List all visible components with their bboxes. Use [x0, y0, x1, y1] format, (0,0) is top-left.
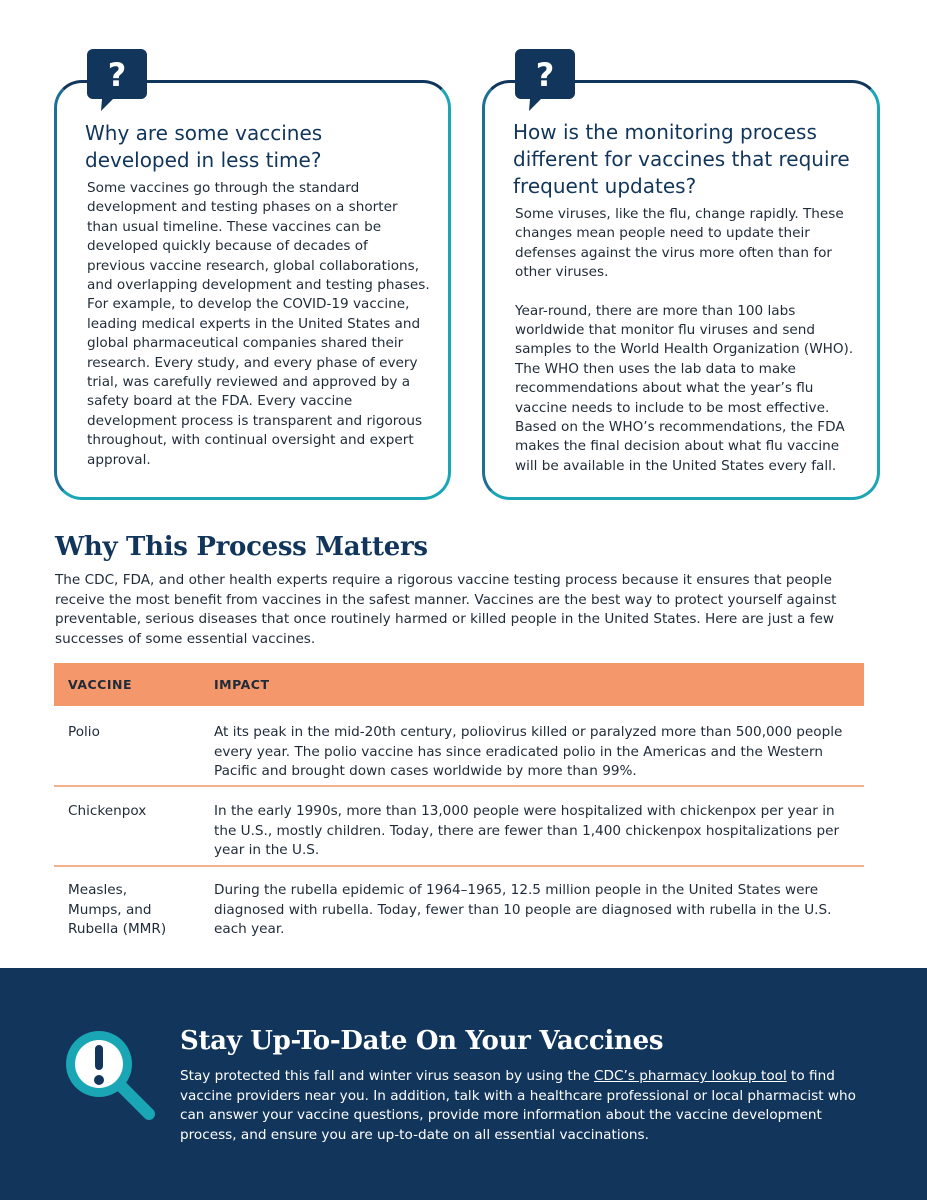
- vaccine-impact-table: [54, 663, 864, 952]
- table-row: [54, 706, 864, 787]
- card-title: How is the monitoring process different for vaccines that require frequent updates?: [513, 120, 850, 198]
- vaccine-cell: Measles, Mumps, and Rubella (MMR): [68, 882, 167, 938]
- impact-cell: During the rubella epidemic of 1964–1965, 12.5 million people in the United States were diagnosed with rubella. Today, fewer than 10 people are diagnosed with rubella in the U.S. each year.: [214, 882, 832, 938]
- impact-cell: In the early 1990s, more than 13,000 people were hospitalized with chickenpox per year in the U.S., mostly children. Today, there are fewer than 1,400 chickenpox hospitalizations per year in the U.S.: [214, 803, 840, 859]
- header-vaccine: VACCINE: [68, 677, 132, 692]
- section-text: The CDC, FDA, and other health experts require a rigorous vaccine testing process because it ensures that people receive the most benefit from vaccines in the safest manner. Vaccines are the best way to protect yourself against preventable, serious diseases that once routinely harmed or killed people in the United States. Here are just a few successes of some essential vaccines.: [55, 572, 837, 647]
- svg-text:?: ?: [535, 56, 555, 94]
- card-paragraph-1: Some viruses, like the flu, change rapidly. These changes mean people need to update their defenses against the virus more often than for other viruses.: [515, 206, 844, 281]
- card-body: [515, 205, 859, 476]
- table-row: [54, 787, 864, 867]
- svg-text:?: ?: [107, 56, 127, 94]
- pharmacy-lookup-link[interactable]: CDC’s pharmacy lookup tool: [594, 1068, 787, 1084]
- footer-text: [180, 1067, 870, 1145]
- footer-text-end: to find vaccine providers near you. In addition, talk with a healthcare professional or local pharmacist who can answer your vaccine questions, provide more information about the vaccine development process, and ensure you are up-to-date on all essential vaccinations.: [180, 1068, 856, 1143]
- card-title: Why are some vaccines developed in less time?: [85, 121, 323, 172]
- section-title: Why This Process Matters: [55, 532, 428, 562]
- vaccine-cell: Chickenpox: [68, 803, 147, 819]
- card-paragraph: Some vaccines go through the standard development and testing phases on a shorter than usual timeline. These vaccines can be developed quickly because of decades of previous vaccine research, global collaborations, and overlapping development and testing phases. For example, to develop the COVID-19 vaccine, leading medical experts in the United States and global pharmaceutical companies shared their research. Every study, and every phase of every trial, was carefully reviewed and approved by a safety board at the FDA. Every vaccine development process is transparent and rigorous throughout, with continual oversight and expert approval.: [87, 180, 430, 468]
- question-bubble-icon: [87, 49, 147, 111]
- impact-cell: At its peak in the mid-20th century, poliovirus killed or paralyzed more than 500,000 people every year. The polio vaccine has since eradicated polio in the Americas and the Western Pacific and brought down cases worldwide by more than 99%.: [214, 724, 843, 780]
- footer-title: Stay Up-To-Date On Your Vaccines: [180, 1026, 664, 1056]
- question-bubble-icon: [515, 49, 575, 111]
- footer-banner: [0, 968, 927, 1200]
- header-impact: IMPACT: [214, 677, 270, 692]
- card-paragraph-2: Year-round, there are more than 100 labs worldwide that monitor flu viruses and send samples to the World Health Organization (WHO). The WHO then uses the lab data to make recommendations about what the year’s flu vaccine needs to include to be most effective. Based on the WHO’s recommendations, the FDA makes the final decision about what flu vaccine will be available in the United States every fall.: [515, 302, 854, 474]
- table-row: [54, 867, 864, 952]
- question-card-right: [482, 56, 880, 500]
- vaccine-cell: Polio: [68, 724, 100, 740]
- footer-text-start: Stay protected this fall and winter virus season by using the: [180, 1068, 595, 1084]
- magnifier-alert-icon: [63, 1028, 163, 1128]
- table-header: [54, 663, 864, 706]
- question-card-left: [54, 56, 451, 500]
- card-body: [87, 179, 430, 470]
